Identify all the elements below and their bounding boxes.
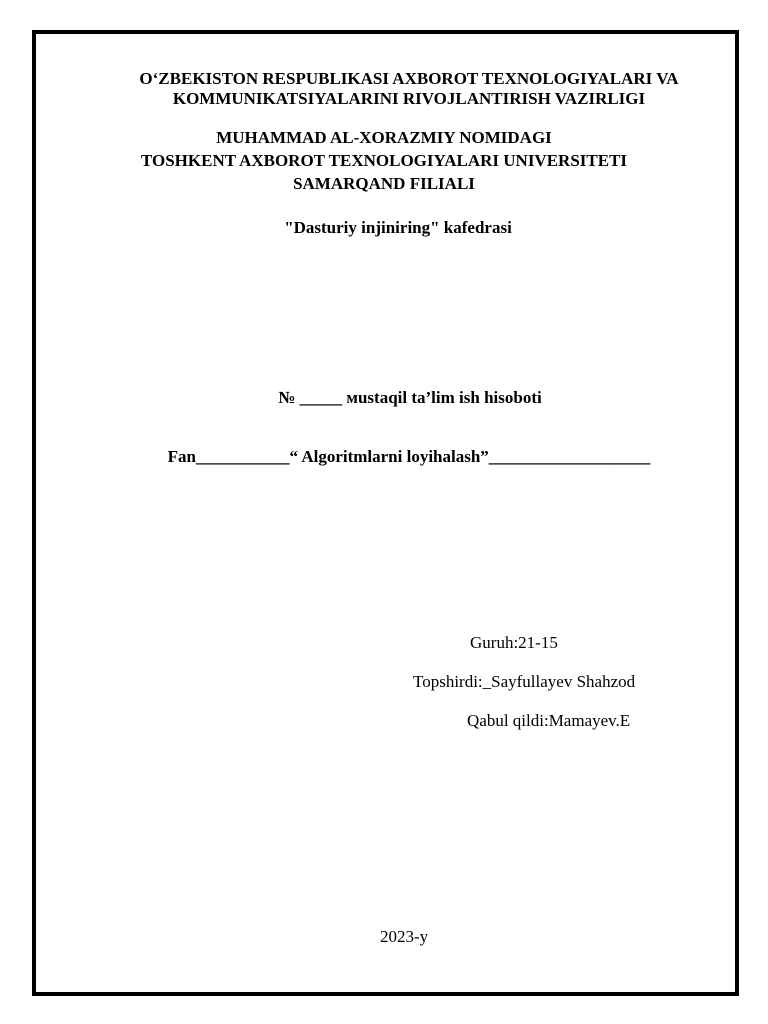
subject-line: Fan___________“ Algoritmlarni loyihalash”___________________ <box>167 447 651 466</box>
submitted-by: Topshirdi:_Sayfullayev Shahzod <box>413 672 636 691</box>
university-line-1: MUHAMMAD AL-XORAZMIY NOMIDAGI <box>216 128 552 147</box>
university-line-3: SAMARQAND FILIALI <box>293 174 475 193</box>
department-name: "Dasturiy injiniring" kafedrasi <box>284 218 512 237</box>
ministry-line-1: O‘ZBEKISTON RESPUBLIKASI AXBOROT TEXNOLOGIYALARI VA <box>139 69 679 88</box>
ministry-line-2: KOMMUNIKATSIYALARINI RIVOJLANTIRISH VAZIRLIGI <box>172 89 646 108</box>
group-info: Guruh:21-15 <box>470 633 558 652</box>
accepted-by: Qabul qildi:Mamayev.E <box>467 711 631 730</box>
university-line-2: TOSHKENT AXBOROT TEXNOLOGIYALARI UNIVERSITETI <box>140 151 628 170</box>
report-title: № _____ мustaqil ta’lim ish hisoboti <box>278 388 542 407</box>
year: 2023-y <box>380 927 429 946</box>
